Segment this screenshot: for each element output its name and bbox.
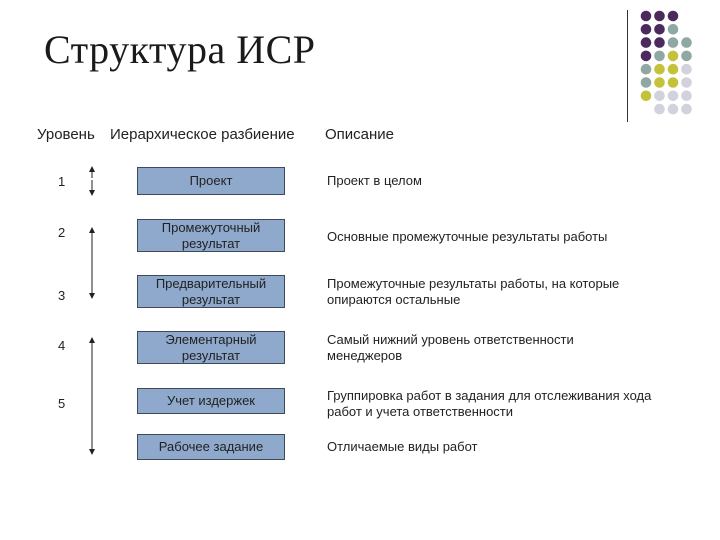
header-level: Уровень (37, 126, 95, 143)
wbs-box-elementary: Элементарный результат (137, 331, 285, 364)
description-3: Промежуточные результаты работы, на которые опираются остальные (327, 276, 620, 307)
wbs-box-preliminary: Предварительный результат (137, 275, 285, 308)
wbs-box-work-package: Рабочее задание (137, 434, 285, 460)
description-6: Отличаемые виды работ (327, 439, 478, 454)
wbs-box-cost-accounting: Учет издержек (137, 388, 285, 414)
level-number-1: 1 (58, 174, 66, 189)
header-breakdown: Иерархическое разбиение (110, 126, 295, 143)
wbs-box-project: Проект (137, 167, 285, 195)
header-description: Описание (325, 126, 395, 143)
wbs-box-intermediate: Промежуточный результат (137, 219, 285, 252)
level-number-2: 2 (58, 225, 66, 240)
description-5: Группировка работ в задания для отслеживания хода работ и учета ответственности (327, 388, 652, 419)
level-number-5: 5 (58, 396, 66, 411)
description-1: Проект в целом (327, 173, 422, 188)
page-title: Структура ИСР (44, 27, 316, 72)
description-2: Основные промежуточные результаты работы (327, 229, 608, 244)
description-4: Самый нижний уровень ответственности менеджеров (327, 332, 574, 363)
level-number-4: 4 (58, 338, 66, 353)
level-number-3: 3 (58, 288, 66, 303)
